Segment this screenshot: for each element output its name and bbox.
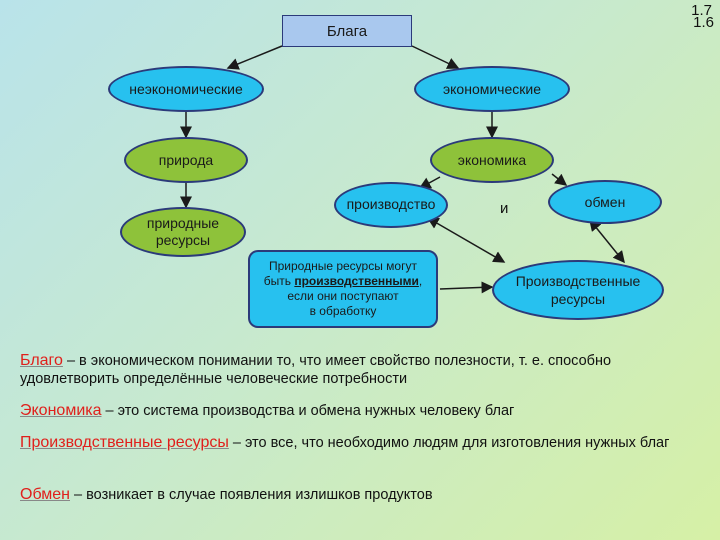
arrow-blaga-economic (412, 46, 458, 68)
note-natural-resources (248, 250, 438, 328)
note-line-2-pre: быть (263, 274, 295, 288)
definition-blaga-text: – в экономическом понимании то, что имеет свойство полезности, т. е. способно удовлетворить определённые человеческие потребности (20, 353, 612, 387)
note-line-4: в обработку (309, 304, 377, 318)
node-economy: экономика (430, 137, 554, 183)
note-line-2-post: , (418, 274, 423, 288)
definition-productive-resources (20, 434, 710, 452)
node-nature: природа (124, 137, 248, 183)
node-economic: экономические (414, 66, 570, 112)
definition-economy (20, 402, 710, 420)
term-exchange: Обмен (20, 486, 70, 503)
arrow-economy-exchange (552, 174, 566, 185)
node-noneconomic: неэкономические (108, 66, 264, 112)
term-blaga: Благо (20, 352, 63, 369)
note-line-2-emphasis: производственными (294, 274, 419, 288)
note-line-1: Природные ресурсы могут (268, 259, 417, 273)
node-blaga: Блага (282, 15, 412, 47)
word-and: и (500, 200, 509, 217)
definition-exchange (20, 486, 710, 504)
note-line-3: если они поступают (287, 289, 399, 303)
arrow-production-productive (428, 218, 504, 262)
node-exchange: обмен (548, 180, 662, 224)
node-natural-resources: природные ресурсы (120, 207, 246, 257)
definition-exchange-text: – возникает в случае появления излишков продуктов (70, 487, 433, 503)
term-productive-resources: Производственные ресурсы (20, 434, 229, 451)
definition-productive-resources-text: – это все, что необходимо людям для изготовления нужных благ (228, 435, 670, 451)
term-economy: Экономика (20, 402, 102, 419)
arrow-note-productive (440, 287, 492, 289)
definition-blaga (20, 352, 710, 388)
arrow-blaga-noneconomic (228, 46, 282, 68)
definition-economy-text: – это система производства и обмена нужных человеку благ (101, 403, 515, 419)
node-productive-resources: Производственные ресурсы (492, 260, 664, 320)
arrow-productive-exchange (590, 220, 624, 262)
node-production: производство (334, 182, 448, 228)
slide-number-a: 1.7 (691, 2, 712, 19)
slide-number-b: 1.6 (693, 14, 714, 31)
